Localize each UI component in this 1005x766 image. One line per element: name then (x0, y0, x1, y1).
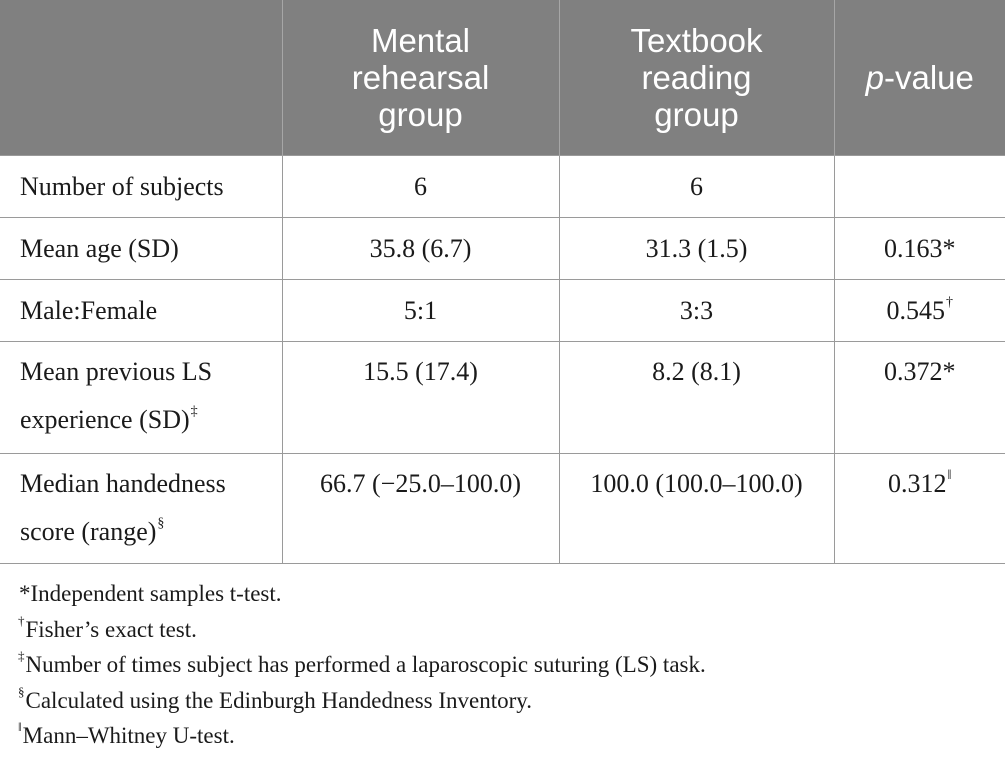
footnote (18, 683, 706, 719)
cell-textbook: 3:3 (559, 279, 834, 341)
footnote-text: Calculated using the Edinburgh Handedness Inventory. (25, 687, 533, 713)
cell-mental: 66.7 (−25.0–100.0) (282, 453, 559, 563)
footnote-text: Fisher’s exact test. (25, 616, 197, 642)
cell-mental: 5:1 (282, 279, 559, 341)
header-textbook-reading (559, 0, 834, 155)
row-label (0, 341, 282, 453)
row-label (0, 279, 282, 341)
cell-p-value (834, 453, 1005, 563)
row-label (0, 453, 282, 563)
cell-p-value (834, 155, 1005, 217)
table-row (0, 217, 1005, 279)
table-row (0, 341, 1005, 453)
row-label (0, 217, 282, 279)
row-label (0, 155, 282, 217)
row-label-line (20, 508, 262, 556)
row-label-text: Number of subjects (20, 171, 224, 201)
cell-p-value (834, 341, 1005, 453)
footnote-mark: ‡ (18, 648, 25, 664)
cell-textbook: 8.2 (8.1) (559, 341, 834, 453)
footnote-mark: ‡ (190, 403, 198, 419)
footnote (18, 718, 706, 754)
p-value-text: 0.545 (886, 295, 945, 325)
header-line: Textbook (630, 21, 763, 59)
row-label-line (20, 396, 262, 444)
footnote-text: Number of times subject has performed a laparoscopic suturing (LS) task. (25, 652, 706, 677)
footnote (18, 576, 706, 612)
footnote-mark: † (946, 294, 953, 310)
footnote-mark: ‖ (18, 719, 22, 735)
footnote (18, 612, 706, 648)
cell-p-value (834, 217, 1005, 279)
footnote-mark: † (18, 612, 25, 628)
header-p-rest: -value (883, 58, 974, 96)
header-mental-rehearsal (282, 0, 559, 155)
footnote (18, 647, 706, 683)
header-p-italic: p (865, 58, 884, 96)
row-label-text: Median handedness (20, 468, 226, 498)
header-p-value (834, 0, 1005, 155)
cell-textbook: 100.0 (100.0–100.0) (559, 453, 834, 563)
table-row (0, 453, 1005, 563)
p-value-text: 0.163* (884, 233, 956, 263)
cell-mental: 6 (282, 155, 559, 217)
table-footnotes (18, 576, 706, 754)
header-empty (0, 0, 282, 155)
header-line: group (378, 95, 463, 133)
p-value-text: 0.312 (888, 468, 947, 498)
header-row (0, 0, 1005, 155)
row-label-text: Mean previous LS (20, 356, 213, 386)
row-label-text: Mean age (SD) (20, 233, 179, 263)
cell-p-value (834, 279, 1005, 341)
cell-textbook: 6 (559, 155, 834, 217)
header-line: rehearsal (351, 58, 490, 96)
cell-mental: 35.8 (6.7) (282, 217, 559, 279)
row-label-text: score (range) (20, 516, 157, 546)
header-line: Mental (370, 21, 471, 59)
row-label-text: Male:Female (20, 295, 158, 325)
footnote-mark: ‖ (947, 467, 952, 483)
footnote-mark: § (18, 683, 25, 699)
footnote-text: *Independent samples t-test. (19, 581, 282, 606)
table-row (0, 155, 1005, 217)
header-line: group (654, 95, 739, 133)
cell-mental: 15.5 (17.4) (282, 341, 559, 453)
footnote-mark: § (157, 515, 165, 531)
p-value-text: 0.372* (884, 356, 956, 386)
header-line: reading (641, 58, 752, 96)
row-label-text: experience (SD) (20, 404, 190, 434)
cell-textbook: 31.3 (1.5) (559, 217, 834, 279)
footnote-text: Mann–Whitney U-test. (22, 723, 235, 748)
table-row (0, 279, 1005, 341)
